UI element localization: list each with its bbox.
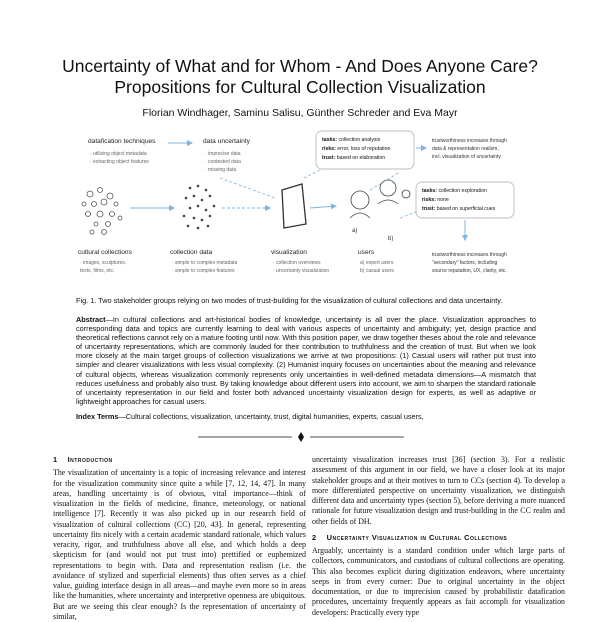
uncertainty-item: · contested data	[205, 159, 241, 165]
stage-data-item: · simple to complex features	[172, 268, 235, 274]
stage-vis-item: · collection overviews	[273, 260, 321, 266]
right-column	[312, 455, 565, 618]
datafication-title: datafication techniques	[88, 138, 156, 145]
box-a-trust: trust: based on elaboration	[322, 155, 386, 161]
stage-vis-title: visualization	[271, 249, 307, 256]
section-1-heading	[53, 455, 306, 465]
note-top-line: trustworthiness increases through	[432, 138, 507, 144]
stage-users-item: b) casual users	[360, 268, 394, 274]
dashed-connector	[220, 178, 275, 198]
cultural-objects-icon	[82, 188, 122, 235]
paper-title	[0, 56, 600, 98]
box-b-risks: risks: none	[422, 197, 449, 203]
note-top-line: data & representation realism,	[432, 146, 499, 152]
author-list: Florian Windhager, Saminu Salisu, Günther Schreder and Eva Mayr	[142, 107, 458, 119]
section-divider	[198, 432, 404, 442]
section-2-paragraph: Arguably, uncertainty is a standard condition under which large parts of collectors, communicators, and custodians of cultural collections are operating. This also becomes explicit during digitization endeavors, where uncertainty seeps in from every corner: Due to original uncertainty in the object documentation, or due to imprecision caused by probabilistic datafication procedures, uncertainty frequently appears as fait accompli for visualization developers: Practically every type	[312, 546, 565, 617]
visualization-screen-icon	[282, 184, 306, 228]
section-2-heading	[312, 533, 565, 543]
note-bottom-line: “secondary” factors, including	[432, 260, 498, 266]
note-bottom-line: source reputation, UX, clarity, etc.	[432, 268, 507, 274]
uncertainty-item: · imprecise data	[205, 151, 241, 157]
stage-data-item: · simple to complex metadata	[172, 260, 238, 266]
abstract	[76, 315, 536, 406]
section-1-title: Introduction	[67, 455, 113, 464]
uncertainty-item: · missing data	[205, 167, 237, 173]
section-2-number: 2	[312, 532, 317, 542]
left-column	[53, 455, 306, 622]
note-top-line: incl. visualization of uncertainty	[432, 154, 501, 160]
label-b: b)	[388, 236, 394, 242]
arrow	[310, 206, 336, 208]
stage-collections-title: cultural collections	[78, 249, 132, 256]
dashed-connector	[370, 172, 400, 190]
abstract-text: —In cultural collections and art-historical bodies of knowledge, uncertainty is all over the place. Visualization approaches to corresponding data and topics are currently learning to deal with various aspects of uncertainty and ambiguity; yet, design practice and theoretical reflections cannot rely on a mature footing until now. With this position paper, we draw together theses about the role and relevance of uncertainty representations, which are commonly lauded for their contribution to truthfulness and the creation of trust. But when we look more closely at the main target groups of collection visualizations we arrive at two propositions: (1) Casual users will rather put trust into simpler and clearer visualizations with less visual complexity. (2) Humanist inquiry focuses on uncertainties about the meaning and relevance of cultural objects, whereas visualization commonly represents only uncertainties in well-defined metadata dimensions—A mismatch that reduces usefulness and probably also trust. By taking knowledge about different users into account, we aim to sharpen the standard rationale of uncertainty representation in our field and foster both advanced uncertainty visualization design for experts, as well as adaptive or lightweight approaches for casual users.	[76, 315, 536, 406]
section-1-number: 1	[53, 455, 58, 464]
index-terms	[76, 412, 536, 421]
stage-vis-item: · uncertainty visualization	[273, 268, 330, 274]
datafication-item: · extracting object features	[90, 159, 149, 165]
stage-data-title: collection data	[170, 249, 213, 256]
box-a-tasks: tasks: collection analysis	[322, 137, 381, 143]
title-line-1: Uncertainty of What and for Whom - And Does Anyone Care?	[62, 56, 538, 76]
uncertainty-title: data uncertainty	[203, 138, 250, 145]
teaser-diagram	[70, 128, 540, 288]
section-1-paragraph-cont: uncertainty visualization increases trust [36] (section 3). For a realistic assessment of this argument in our field, we have a closer look at its major stakeholder groups and at their motives to turn to CCs (section 4). To develop a more differentiated perspective on uncertainty visualization, we distinguish different data and uncertainty types (section 5), before deriving a more nuanced rationale for future visualization design and trust-building in the CC realm and other fields of DH.	[312, 455, 565, 526]
teaser-figure	[70, 128, 540, 288]
index-terms-label: Index Terms	[76, 412, 119, 421]
users-icon	[350, 180, 410, 218]
box-b-trust: trust: based on superficial cues	[422, 206, 496, 212]
stage-collections-item: · images, sculptures,	[80, 260, 127, 266]
box-a-risks: risks: error, loss of reputation	[322, 146, 391, 152]
label-a: a)	[352, 228, 358, 234]
figure-caption: Fig. 1. Two stakeholder groups relying on two modes of trust-building for the visualization of cultural collections and data uncertainty.	[76, 296, 503, 305]
dashed-connector	[304, 170, 320, 178]
abstract-label: Abstract	[76, 315, 106, 324]
dashed-connector	[400, 212, 416, 218]
note-bottom-line: trustworthiness increases through	[432, 252, 507, 258]
collection-data-icon	[183, 185, 216, 230]
stage-collections-item: texts, films, etc.	[80, 268, 115, 274]
datafication-item: · utilizing object metadata	[90, 151, 147, 157]
index-terms-text: —Cultural collections, visualization, uncertainty, trust, digital humanities, experts, casual users,	[118, 412, 424, 421]
section-2-title: Uncertainty Visualization in Cultural Collections	[326, 532, 508, 542]
stage-users-item: a) expert users	[360, 260, 394, 266]
title-line-2: Propositions for Cultural Collection Visualization	[114, 77, 486, 97]
box-b-tasks: tasks: collection exploration	[422, 188, 487, 194]
diamond-ornament-icon	[298, 432, 304, 442]
stage-users-title: users	[358, 249, 375, 256]
section-1-paragraph: The visualization of uncertainty is a topic of increasing relevance and interest for the visualization community since quite a while [7, 12, 14, 47]. In many areas, handling uncertainty is of obvious, vital importance—think of visualization in the fields of medicine, finance, meteorology, or national intelligence [7]. Recently it was also picked up in our research field of visualization of cultural collections (CC) [20, 43]. In general, representing uncertainty fits nicely with a certain academic standard rationale, which values veracity, rigor, and truthfulness above all else, and which holds a deep skepticism for (and would not put trust into) prettified or euphemized representations to begin with. Data and representation realism (i.e. the avoidance of stylized and superficial elements) thus often serves as a chief value, guiding interface design in all areas—and maybe even more so in areas like the humanities, where uncertainty and interpretive openness are ubiquitous. But are we seeing this clear enough? Is the representation of uncertainty of similar,	[53, 468, 306, 621]
